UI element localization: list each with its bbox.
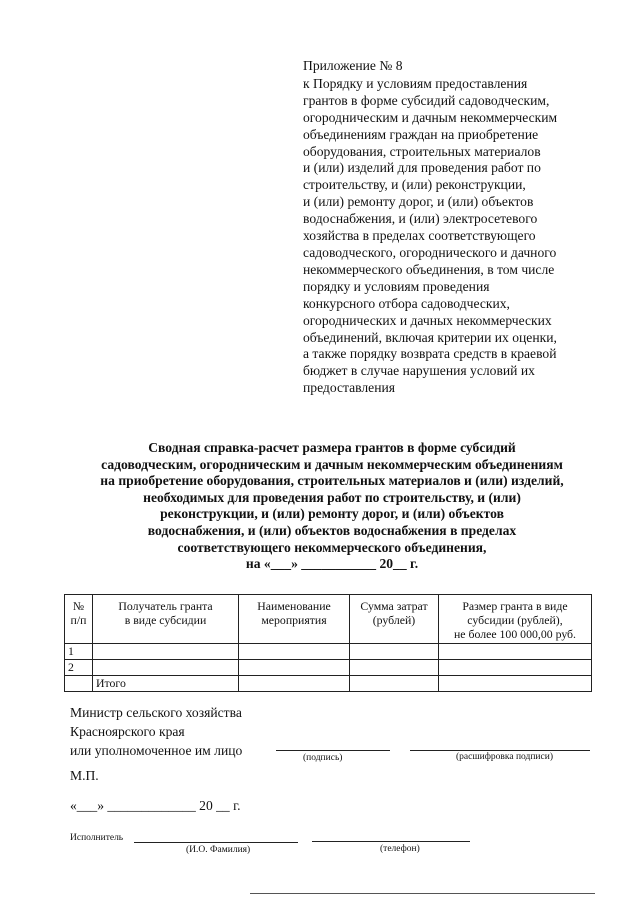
header-cell-recipient: Получатель гранта в виде субсидии [93, 595, 239, 644]
table-cell [350, 644, 439, 660]
title-line: на приобретение оборудования, строительных материалов и (или) изделий, [100, 473, 564, 489]
appendix-line: и (или) ремонту дорог, и (или) объектов [303, 194, 534, 210]
title-line: реконструкции, и (или) ремонту дорог, и (или) объектов [160, 506, 504, 522]
grant-table [64, 594, 592, 692]
table-total-row [65, 676, 592, 692]
table-cell [65, 676, 93, 692]
date-line: «___» _____________ 20 __ г. [70, 798, 241, 813]
appendix-line: оборудования, строительных материалов [303, 143, 541, 159]
appendix-line: строительству, и (или) реконструкции, [303, 177, 526, 193]
header-cell-grant-amount: Размер гранта в виде субсидии (рублей), не более 100 000,00 руб. [439, 595, 592, 644]
appendix-line: садоводческого, огороднического и дачного [303, 244, 557, 260]
appendix-line: хозяйства в пределах соответствующего [303, 228, 536, 244]
appendix-line: объединений, включая критерии их оценки, [303, 329, 557, 345]
table-row [65, 644, 592, 660]
table-cell: 1 [65, 644, 93, 660]
appendix-number: Приложение № 8 [303, 58, 403, 73]
table-cell [350, 676, 439, 692]
table-cell: 2 [65, 660, 93, 676]
appendix-line: порядку и условиям проведения [303, 278, 490, 294]
executor-name-caption: (И.О. Фамилия) [186, 845, 251, 855]
table-row [65, 660, 592, 676]
signature-line [276, 750, 390, 751]
title-line: садоводческим, огородническим и дачным некоммерческим объединениям [101, 456, 563, 472]
header-cell-number: № п/п [65, 595, 93, 644]
appendix-line: бюджет в случае нарушения условий их [303, 363, 535, 379]
table-cell [93, 644, 239, 660]
stamp-label: М.П. [70, 768, 99, 783]
executor-name-line [134, 842, 298, 843]
table-cell [439, 660, 592, 676]
title-line: соответствующего некоммерческого объединения, [177, 539, 487, 555]
header-cell-activity: Наименование мероприятия [239, 595, 350, 644]
signer-line: Министр сельского хозяйства [70, 705, 242, 720]
signer-line: Красноярского края [70, 724, 185, 739]
appendix-line: огороднических и дачных некоммерческих [303, 312, 552, 328]
appendix-line: объединениям граждан на приобретение [303, 126, 539, 142]
table-cell [439, 676, 592, 692]
executor-phone-line [312, 841, 470, 842]
table-header-row [65, 595, 592, 644]
appendix-line: к Порядку и условиям предоставления [303, 75, 528, 91]
signature-decoding-line [410, 750, 590, 751]
document-title [62, 440, 602, 573]
table-cell [350, 660, 439, 676]
appendix-line: огородническим и дачным некоммерческим [303, 109, 558, 125]
header-cell-costs: Сумма затрат (рублей) [350, 595, 439, 644]
title-line: Сводная справка-расчет размера грантов в форме субсидий [148, 440, 516, 455]
signer-block [70, 703, 242, 760]
title-line: необходимых для проведения работ по строительству, и (или) [143, 489, 521, 505]
signer-line: или уполномоченное им лицо [70, 743, 243, 758]
title-line: водоснабжения, и (или) объектов водоснабжения в пределах [147, 522, 517, 538]
appendix-line: предоставления [303, 380, 396, 396]
executor-phone-caption: (телефон) [380, 844, 420, 854]
appendix-line: а также порядку возврата средств в краевой [303, 346, 557, 362]
signature-decoding-caption: (расшифровка подписи) [456, 752, 553, 762]
executor-label: Исполнитель [70, 833, 124, 843]
bottom-scan-edge-line [250, 893, 595, 894]
appendix-line: водоснабжения, и (или) электросетевого [303, 211, 538, 227]
table-cell [239, 660, 350, 676]
table-cell [239, 676, 350, 692]
title-date-line: на «___» ___________ 20__ г. [245, 556, 419, 572]
appendix-line: конкурсного отбора садоводческих, [303, 295, 510, 311]
signature-caption: (подпись) [303, 753, 343, 763]
table-cell: Итого [93, 676, 239, 692]
appendix-line: грантов в форме субсидий садоводческим, [303, 92, 550, 108]
table-cell [439, 644, 592, 660]
table-cell [93, 660, 239, 676]
table-cell [239, 644, 350, 660]
appendix-line: некоммерческого объединения, в том числе [303, 261, 555, 277]
appendix-block [303, 58, 603, 397]
appendix-line: и (или) изделий для проведения работ по [303, 160, 541, 176]
